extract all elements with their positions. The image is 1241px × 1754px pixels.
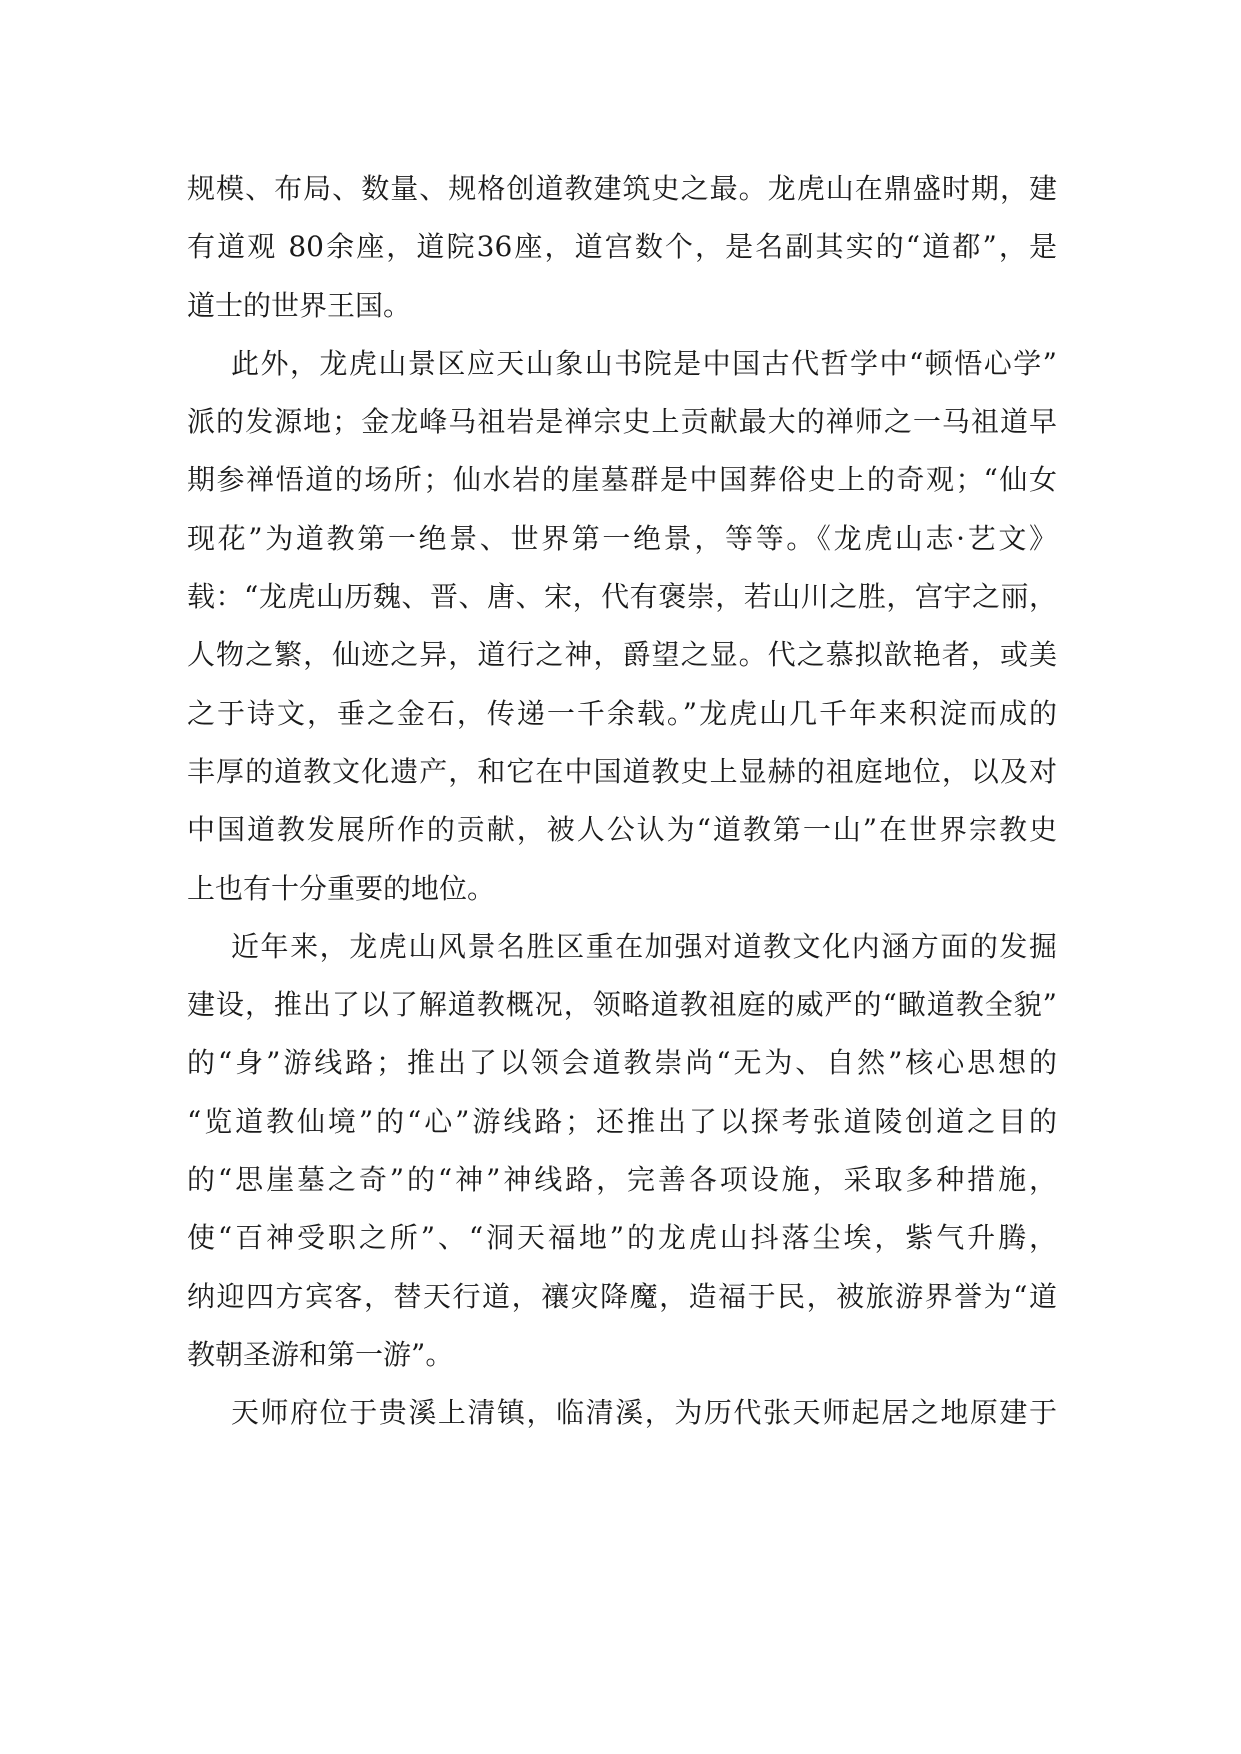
paragraph-first-line: 近年来，龙虎山风景名胜区重在加强对道教文化内涵方面的发掘 <box>231 929 1057 963</box>
text-line: 现花”为道教第一绝景、世界第一绝景，等等。《龙虎山志·艺文》 <box>187 521 1057 555</box>
text-line: 的“思崖墓之奇”的“神”神线路，完善各项设施，采取多种措施， <box>187 1163 1057 1197</box>
text-line: 的“身”游线路；推出了以领会道教崇尚“无为、自然”核心思想的 <box>187 1046 1057 1080</box>
text-line: 使“百神受职之所”、“洞天福地”的龙虎山抖落尘埃，紫气升腾， <box>187 1221 1057 1255</box>
text-line: 人物之繁，仙迹之异，道行之神，爵望之显。代之慕拟歆艳者，或美 <box>187 638 1057 672</box>
text-line: 中国道教发展所作的贡献，被人公认为“道教第一山”在世界宗教史 <box>187 813 1057 847</box>
paragraph-first-line: 天师府位于贵溪上清镇，临清溪，为历代张天师起居之地原建于 <box>231 1396 1057 1430</box>
text-line: 派的发源地；金龙峰马祖岩是禅宗史上贡献最大的禅师之一马祖道早 <box>187 405 1057 439</box>
text-line: 有道观 80余座，道院36座，道宫数个，是名副其实的“道都”，是 <box>187 230 1057 264</box>
text-line: 纳迎四方宾客，替天行道，禳灾降魔，造福于民，被旅游界誉为“道 <box>187 1279 1057 1313</box>
text-line: 建设，推出了以了解道教概况，领略道教祖庭的威严的“瞰道教全貌” <box>187 988 1057 1022</box>
text-line: 教朝圣游和第一游”。 <box>187 1337 454 1371</box>
text-line: 上也有十分重要的地位。 <box>187 871 496 905</box>
text-line: 期参禅悟道的场所；仙水岩的崖墓群是中国葬俗史上的奇观；“仙女 <box>187 463 1057 497</box>
paragraph-first-line: 此外，龙虎山景区应天山象山书院是中国古代哲学中“顿悟心学” <box>231 346 1057 380</box>
text-line: 规模、布局、数量、规格创道教建筑史之最。龙虎山在鼎盛时期，建 <box>187 172 1057 205</box>
text-line: “览道教仙境”的“心”游线路；还推出了以探考张道陵创道之目的 <box>187 1104 1057 1138</box>
document-body <box>187 160 1057 1443</box>
text-line: 道士的世界王国。 <box>187 288 412 322</box>
text-line: 之于诗文，垂之金石，传递一千余载。”龙虎山几千年来积淀而成的 <box>187 696 1057 730</box>
text-line: 载：“龙虎山历魏、晋、唐、宋，代有褒崇，若山川之胜，宫宇之丽， <box>187 580 1057 614</box>
text-line: 丰厚的道教文化遗产，和它在中国道教史上显赫的祖庭地位，以及对 <box>187 754 1057 788</box>
